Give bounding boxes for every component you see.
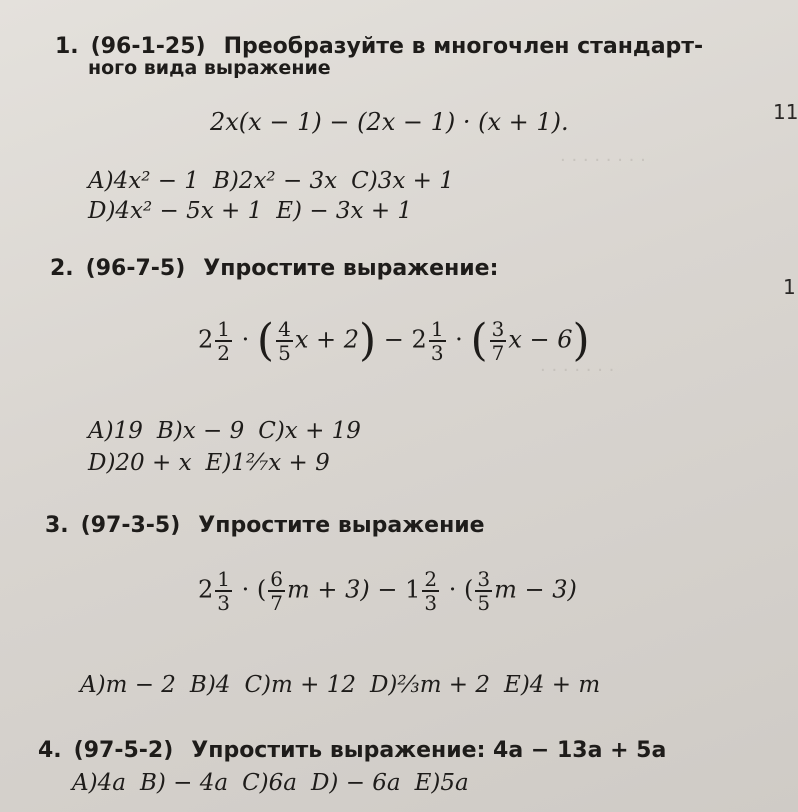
- margin-page-mark: 1: [783, 275, 796, 299]
- answer-d: D)⅔m + 2: [369, 672, 491, 698]
- answer-b: B)x − 9: [156, 418, 245, 444]
- problem-2-answers-row2: [88, 450, 344, 476]
- answer-b: B)4: [189, 672, 231, 698]
- answer-a: A)4x² − 1: [88, 168, 199, 194]
- problem-1-answers-row2: [88, 198, 426, 224]
- answer-c: C)m + 12: [244, 672, 356, 698]
- answer-d: D) − 6a: [310, 770, 401, 796]
- problem-3-answers: [80, 672, 614, 698]
- problem-3-header: 3. (97-3-5) Упростите выражение: [45, 513, 485, 538]
- problem-1-expression: 2x(x − 1) − (2x − 1) · (x + 1).: [210, 108, 569, 136]
- problem-2-expression: 2 $\frac{1}{2}$ · ( $\frac{4}{5}$ x + 2) − 2 $\frac{1}{3}$ · ( $\frac{3}{7}$ x − 6): [198, 315, 590, 366]
- problem-1-prompt-cont: ного вида выражение: [88, 57, 331, 79]
- answer-e: E) − 3x + 1: [276, 198, 413, 224]
- answer-e: E)1²⁄₇x + 9: [205, 450, 330, 476]
- answer-e: E)4 + m: [504, 672, 601, 698]
- margin-page-mark: 11: [773, 100, 798, 124]
- problem-2-answers-row1: [88, 418, 375, 444]
- problem-4-answers: [72, 770, 483, 796]
- problem-1-answers-row1: [88, 168, 468, 194]
- answer-c: C)3x + 1: [351, 168, 454, 194]
- answer-a: A)m − 2: [80, 672, 176, 698]
- answer-e: E)5a: [414, 770, 469, 796]
- answer-c: C)x + 19: [258, 418, 361, 444]
- answer-a: A)4a: [72, 770, 126, 796]
- problem-2-header: 2. (96-7-5) Упростите выражение:: [50, 256, 499, 281]
- answer-d: D)20 + x: [88, 450, 192, 476]
- answer-d: D)4x² − 5x + 1: [88, 198, 263, 224]
- answer-b: B)2x² − 3x: [212, 168, 338, 194]
- problem-1-header: 1. (96-1-25) Преобразуйте в многочлен стандарт-: [55, 34, 704, 59]
- bleed-through-text: · · · · · · · ·: [560, 150, 646, 171]
- answer-c: C)6a: [242, 770, 297, 796]
- problem-3-expression: 2 $\frac{1}{3}$ · ( $\frac{6}{7}$ m + 3) − 1 $\frac{2}{3}$ · ( $\frac{3}{5}$ m − 3): [198, 567, 577, 615]
- problem-4-header: 4. (97-5-2) Упростить выражение: 4a − 13a + 5a: [38, 738, 667, 763]
- answer-b: B) − 4a: [139, 770, 229, 796]
- answer-a: A)19: [88, 418, 143, 444]
- bleed-through-text: · · · · · · ·: [540, 360, 615, 381]
